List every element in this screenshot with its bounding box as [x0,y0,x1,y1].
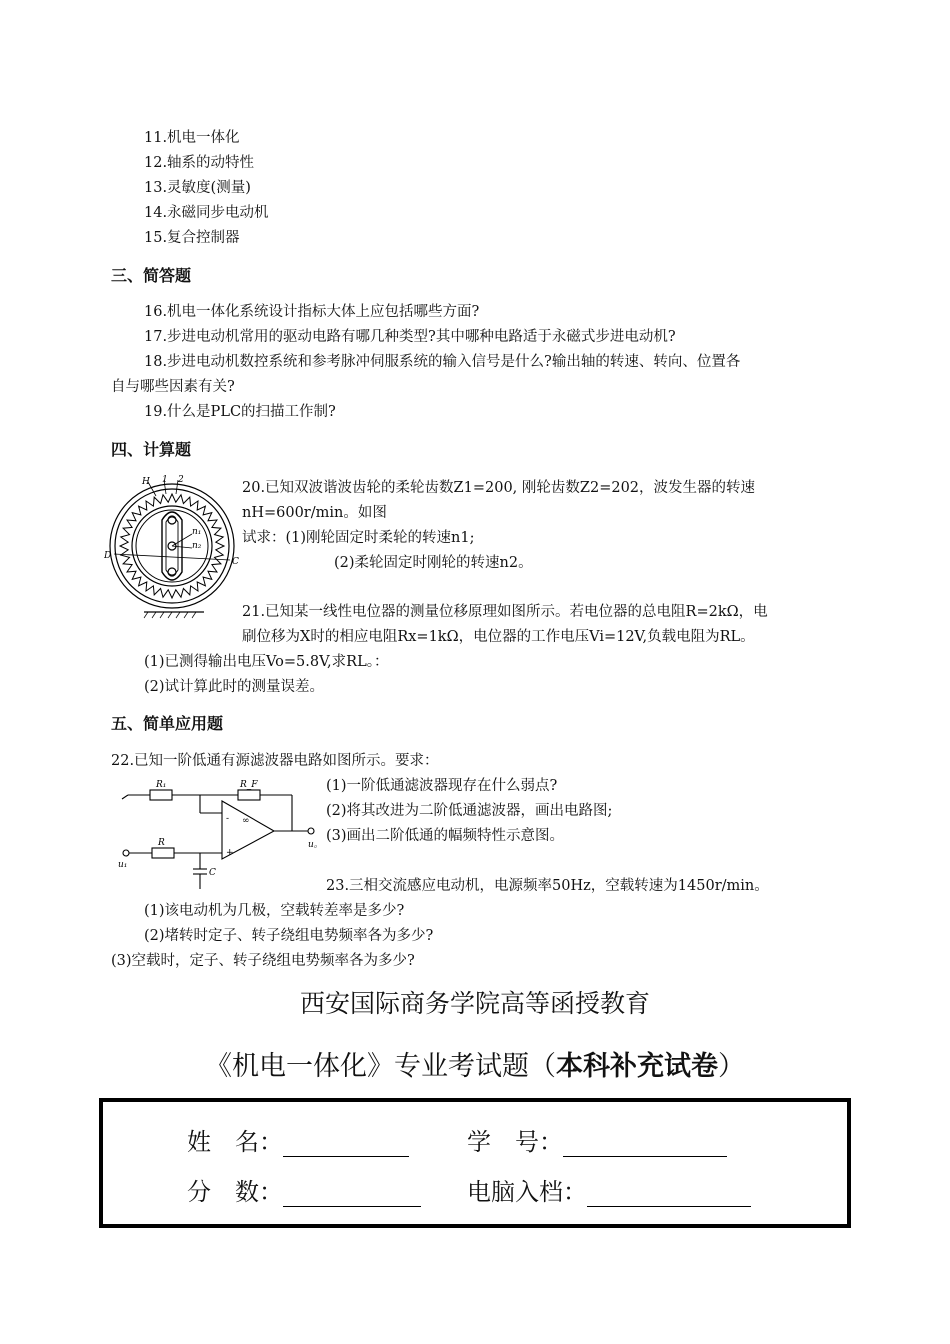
label-minus: - [226,814,230,824]
label-c: C [232,557,239,567]
lowpass-filter-circuit [114,775,326,891]
section-heading-application: 五、简单应用题 [111,714,224,733]
list-item: 11.机电一体化 [144,130,240,146]
student-id-field [467,1122,727,1157]
name-field [187,1122,409,1157]
question-20-line1: 20.已知双波谐波齿轮的柔轮齿数Z1=200, 刚轮齿数Z2=202，波发生器的转速 [242,480,756,496]
list-item: 15.复合控制器 [144,230,240,246]
question-22-part3: (3)画出二阶低通的幅频特性示意图。 [326,828,565,844]
question-23-part3: (3)空载时，定子、转子绕组电势频率各为多少? [111,953,415,969]
label-n2: n₂ [192,541,202,551]
name-blank[interactable] [283,1130,409,1157]
label-r1: R₁ [156,780,167,790]
section-heading-calculation: 四、计算题 [111,440,192,459]
label-2: 2 [178,475,184,485]
archive-blank[interactable] [587,1180,751,1207]
exam-title-close: ） [718,1051,745,1082]
question-19: 19.什么是PLC的扫描工作制? [144,404,336,420]
score-blank[interactable] [283,1180,421,1207]
student-id-blank[interactable] [563,1130,727,1157]
school-title: 西安国际商务学院高等函授教育 [299,989,650,1018]
label-n1: n₁ [192,527,202,537]
list-item: 12.轴系的动特性 [144,155,255,171]
question-23-line1: 23.三相交流感应电动机，电源频率50Hz，空载转速为1450r/min。 [326,878,769,894]
label-d: D [104,551,112,561]
harmonic-gear-figure [104,474,240,622]
question-20-line4: (2)柔轮固定时刚轮的转速n2。 [334,555,533,571]
label-rf: R_F [240,780,258,790]
question-18-line2: 自与哪些因素有关? [111,379,235,395]
list-item: 14.永磁同步电动机 [144,205,269,221]
label-uo: u。 [308,840,323,850]
question-16: 16.机电一体化系统设计指标大体上应包括哪些方面? [144,304,480,320]
score-field [187,1172,421,1207]
label-1: 1 [162,475,168,485]
question-17: 17.步进电动机常用的驱动电路有哪几种类型?其中哪种电路适于永磁式步进电动机? [144,329,676,345]
question-22-part1: (1)一阶低通滤波器现存在什么弱点? [326,778,558,794]
archive-label: 电脑入档： [467,1178,587,1206]
archive-field [467,1172,751,1207]
question-21-line3: (1)已测得输出电压Vo=5.8V,求RL。： [144,654,389,670]
score-label: 分 数： [187,1178,283,1206]
list-item: 13.灵敏度(测量) [144,180,251,196]
label-h: H [142,477,150,487]
section-heading-short-answer: 三、简答题 [111,266,192,285]
exam-title-bold: 本科补充试卷 [556,1051,718,1082]
question-21-line2: 刷位移为X时的相应电阻Rx=1kΩ，电位器的工作电压Vi=12V,负载电阻为RL。 [242,629,755,645]
label-r: R [158,838,165,848]
label-c: C [209,868,216,878]
question-23-part1: (1)该电动机为几极，空载转差率是多少? [144,903,405,919]
student-id-label: 学 号： [467,1128,563,1156]
question-22-intro: 22.已知一阶低通有源滤波器电路如图所示。要求： [111,753,439,769]
question-22-part2: (2)将其改进为二阶低通滤波器，画出电路图; [326,803,613,819]
exam-title [0,1044,950,1083]
name-label: 姓 名： [187,1128,283,1156]
label-ui: u₁ [118,860,128,870]
question-20-line3: 试求：(1)刚轮固定时柔轮的转速n1; [242,530,475,546]
exam-title-main: 《机电一体化》专业考试题（ [205,1051,556,1082]
question-23-part2: (2)堵转时定子、转子绕组电势频率各为多少? [144,928,434,944]
question-20-line2: nH=600r/min。如图 [242,505,387,521]
student-info-box [99,1098,851,1228]
question-18-line1: 18.步进电动机数控系统和参考脉冲伺服系统的输入信号是什么?输出轴的转速、转向、位置各 [144,354,741,370]
question-21-line4: (2)试计算此时的测量误差。 [144,679,325,695]
question-21-line1: 21.已知某一线性电位器的测量位移原理如图所示。若电位器的总电阻R=2kΩ，电 [242,604,768,620]
label-plus: + [226,848,234,858]
label-infinity: ∞ [242,816,250,826]
